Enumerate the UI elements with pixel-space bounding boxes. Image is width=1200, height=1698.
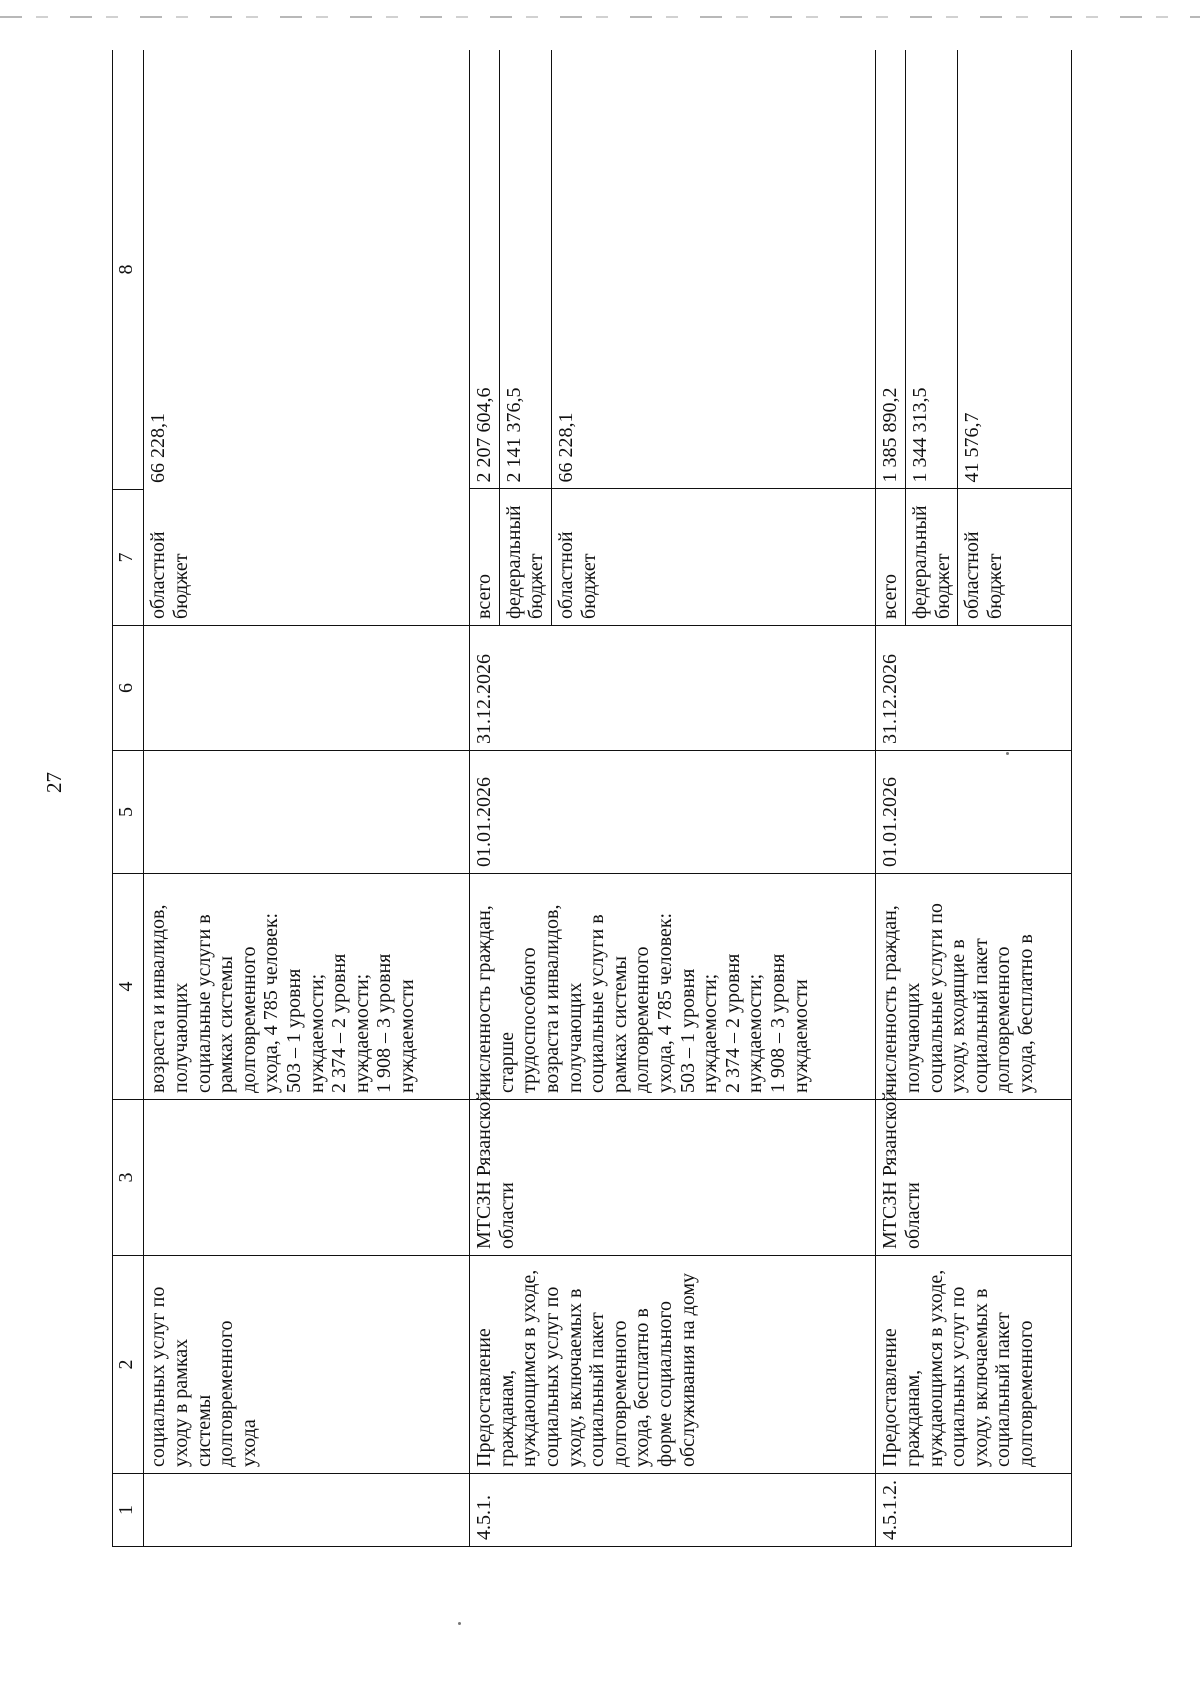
- funding-source: [144, 489, 469, 625]
- indicator-cell: [470, 874, 876, 1100]
- text-line: социальных услуг по: [541, 1286, 564, 1467]
- text-line: социальный пакет: [969, 938, 992, 1093]
- funding-row: [499, 50, 551, 625]
- funding-source: [470, 489, 499, 625]
- activity-name-cell: [144, 1256, 470, 1474]
- start-date-cell: [144, 751, 470, 874]
- text-line: форме социального: [654, 1300, 677, 1467]
- text-line: гражданам,: [902, 1369, 925, 1467]
- text-line: численность граждан,: [473, 905, 496, 1093]
- funding-amount: 41 576,7: [958, 50, 1071, 489]
- text-line: рамках системы: [608, 956, 631, 1093]
- text-line: 2 374 – 2 уровня: [721, 953, 744, 1093]
- text-line: Предоставление: [879, 1328, 902, 1467]
- column-header: 5: [113, 751, 144, 874]
- text-line: бюджет: [931, 553, 954, 619]
- funding-cell: [470, 50, 876, 626]
- indicator-cell: [876, 874, 1072, 1100]
- text-line: уходу, входящие в: [947, 939, 970, 1093]
- text-line: Предоставление: [473, 1328, 496, 1467]
- funding-source: [876, 489, 905, 625]
- funding-row: [906, 50, 958, 625]
- table-row-4-5-1-2: [876, 50, 1072, 1547]
- text-line: ухода, бесплатно в: [631, 1308, 654, 1467]
- funding-source: [499, 489, 551, 625]
- text-line: МТСЗН Рязанской: [473, 1090, 496, 1249]
- responsible-cell: [144, 1100, 470, 1256]
- text-line: социальных услуг по: [947, 1286, 970, 1467]
- column-header: 8: [113, 50, 144, 490]
- funding-subtable: [144, 50, 469, 625]
- text-line: долговременного: [1015, 1320, 1038, 1467]
- text-line: области: [902, 1182, 925, 1249]
- funding-amount: 1 344 313,5: [906, 50, 958, 489]
- text-line: возраста и инвалидов,: [541, 904, 564, 1093]
- text-line: МТСЗН Рязанской: [879, 1090, 902, 1249]
- text-line: получающих: [563, 982, 586, 1093]
- funding-row: [876, 50, 905, 625]
- activity-name-cell: [470, 1256, 876, 1474]
- text-line: нуждаемости;: [699, 973, 722, 1093]
- text-line: 503 – 1 уровня: [283, 968, 306, 1093]
- text-line: федеральный: [909, 505, 932, 619]
- funding-amount: 2 207 604,6: [473, 387, 496, 483]
- text-line: областной: [961, 531, 984, 619]
- text-line: возраста и инвалидов,: [147, 904, 170, 1093]
- text-line: получающих: [902, 982, 925, 1093]
- indicator-cell: [144, 874, 470, 1100]
- rotated-table-layer: [112, 50, 1072, 1547]
- row-number-cell: 4.5.1.: [470, 1474, 876, 1547]
- text-line: бюджет: [170, 553, 193, 619]
- funding-row: [144, 50, 469, 625]
- funding-amount: 66 228,1: [147, 413, 170, 483]
- text-line: всего: [879, 573, 902, 619]
- text-line: системы: [192, 1394, 215, 1467]
- text-line: социальный пакет: [586, 1312, 609, 1467]
- text-line: старше: [495, 1031, 518, 1093]
- funding-source: [958, 489, 1071, 625]
- column-header: 1: [113, 1474, 144, 1547]
- text-line: социальные услуги в: [192, 914, 215, 1093]
- funding-row: [958, 50, 1071, 625]
- responsible-cell: [470, 1090, 876, 1256]
- text-line: получающих: [170, 982, 193, 1093]
- text-line: нуждаемости: [789, 979, 812, 1093]
- text-line: 1 908 – 3 уровня: [767, 953, 790, 1093]
- funding-row: [470, 50, 499, 625]
- page-number: 27: [42, 772, 66, 793]
- column-number-row: [113, 50, 144, 1547]
- column-header: 3: [113, 1100, 144, 1256]
- text-line: федеральный: [502, 505, 525, 619]
- funding-amount: 2 141 376,5: [499, 50, 551, 489]
- rotated-table-container: [112, 50, 1072, 1547]
- text-line: нуждающимся в уходе,: [924, 1269, 947, 1467]
- start-date-cell: 01.01.2026: [470, 751, 876, 874]
- text-line: ухода, бесплатно в: [1015, 934, 1038, 1093]
- text-line: социальные услуги по: [924, 903, 947, 1093]
- text-line: бюджет: [983, 553, 1006, 619]
- text-line: областной: [555, 531, 578, 619]
- column-header: 6: [113, 626, 144, 751]
- text-line: нуждаемости: [396, 979, 419, 1093]
- text-line: долговременного: [608, 1320, 631, 1467]
- end-date-cell: 31.12.2026: [876, 626, 1072, 751]
- text-line: социальные услуги в: [586, 914, 609, 1093]
- column-header: 4: [113, 874, 144, 1100]
- text-line: бюджет: [525, 553, 548, 619]
- column-header: 7: [113, 490, 144, 626]
- text-line: ухода: [237, 1419, 260, 1467]
- text-line: 1 908 – 3 уровня: [373, 953, 396, 1093]
- text-line: уходу, включаемых в: [969, 1288, 992, 1467]
- text-line: обслуживания на дому: [676, 1273, 699, 1467]
- row-number-cell: 4.5.1.2.: [876, 1474, 1072, 1547]
- text-line: нуждающимся в уходе,: [518, 1269, 541, 1467]
- text-line: уходу в рамках: [170, 1338, 193, 1467]
- text-line: 2 374 – 2 уровня: [328, 953, 351, 1093]
- text-line: долговременного: [992, 946, 1015, 1093]
- text-line: гражданам,: [495, 1369, 518, 1467]
- text-line: уходу, включаемых в: [563, 1288, 586, 1467]
- text-line: нуждаемости;: [350, 973, 373, 1093]
- funding-source: [552, 489, 876, 625]
- text-line: трудоспособного: [518, 947, 541, 1093]
- column-header: 2: [113, 1256, 144, 1474]
- text-line: области: [495, 1182, 518, 1249]
- end-date-cell: [144, 626, 470, 751]
- funding-row: [552, 50, 876, 625]
- funding-amount: 66 228,1: [552, 50, 876, 489]
- row-number-cell: [144, 1474, 470, 1547]
- funding-subtable: [470, 50, 875, 625]
- scan-edge-artifact: [0, 16, 1200, 18]
- text-line: рамках системы: [215, 956, 238, 1093]
- program-activities-table: [112, 50, 1072, 1547]
- text-line: 503 – 1 уровня: [676, 968, 699, 1093]
- text-line: численность граждан,: [879, 905, 902, 1093]
- text-line: ухода, 4 785 человек:: [654, 912, 677, 1093]
- funding-cell: [876, 50, 1072, 626]
- start-date-cell: 01.01.2026: [876, 751, 1072, 874]
- funding-cell: [144, 50, 470, 626]
- text-line: долговременного: [215, 1320, 238, 1467]
- responsible-cell: [876, 1090, 1072, 1256]
- funding-source: [906, 489, 958, 625]
- table-row-4-5-1: [470, 50, 876, 1547]
- text-line: нуждаемости;: [305, 973, 328, 1093]
- table-row-continuation: [144, 50, 470, 1547]
- text-line: областной: [147, 531, 170, 619]
- text-line: долговременного: [631, 946, 654, 1093]
- text-line: всего: [473, 573, 496, 619]
- funding-subtable: [876, 50, 1071, 625]
- text-line: социальный пакет: [992, 1312, 1015, 1467]
- text-line: нуждаемости;: [744, 973, 767, 1093]
- text-line: бюджет: [577, 553, 600, 619]
- text-line: социальных услуг по: [147, 1286, 170, 1467]
- funding-amount: 1 385 890,2: [879, 387, 902, 483]
- scan-speck: [458, 1622, 461, 1625]
- activity-name-cell: [876, 1256, 1072, 1474]
- text-line: долговременного: [237, 946, 260, 1093]
- end-date-cell: 31.12.2026: [470, 626, 876, 751]
- text-line: ухода, 4 785 человек:: [260, 912, 283, 1093]
